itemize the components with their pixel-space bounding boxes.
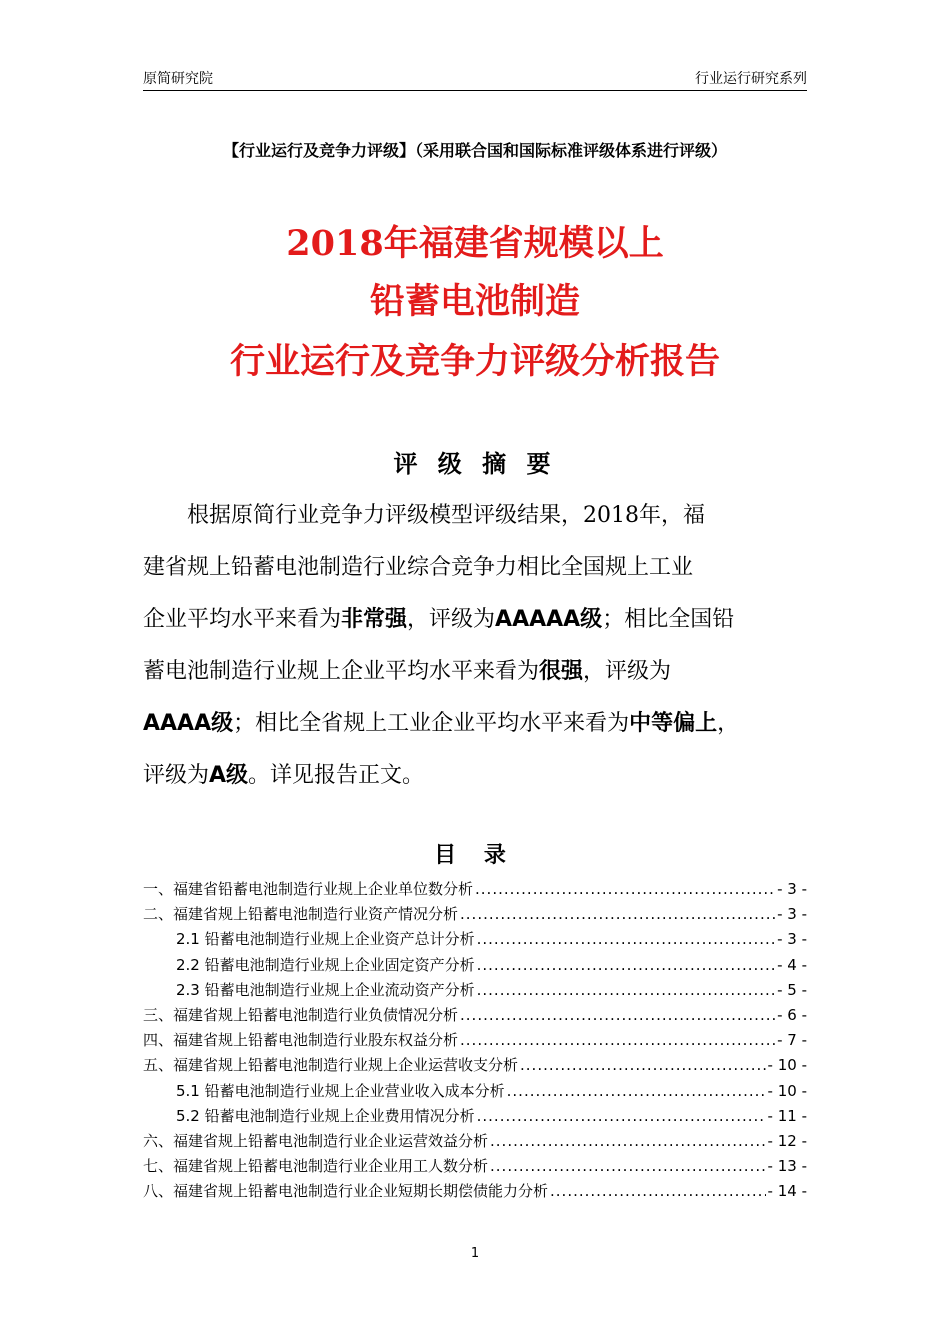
summary-emphasis: AAAAA级 <box>495 607 603 632</box>
summary-text: ，评级为 <box>583 659 672 684</box>
toc-leader-dots <box>507 1082 766 1100</box>
page-number: 1 <box>470 1246 480 1261</box>
toc-item-page: - 7 - <box>777 1031 807 1050</box>
toc-item[interactable] <box>143 1130 807 1155</box>
summary-text: ，评级为 <box>407 607 496 632</box>
toc-leader-dots <box>550 1182 766 1200</box>
report-title-line-1: 2018年福建省规模以上 <box>286 223 664 264</box>
toc-item-page: - 13 - <box>767 1157 807 1176</box>
summary-emphasis: 中等偏上 <box>629 711 718 736</box>
summary-text: ；相比全省规上工业企业平均水平来看为 <box>233 711 630 736</box>
header-left-text: 原简研究院 <box>143 71 213 87</box>
table-of-contents <box>143 878 807 1205</box>
toc-leader-dots <box>520 1056 766 1074</box>
toc-item-page: - 14 - <box>767 1182 807 1201</box>
page-header <box>143 66 807 91</box>
toc-item-label: 5.1 铅蓄电池制造行业规上企业营业收入成本分析 <box>176 1081 505 1100</box>
toc-item[interactable] <box>143 1029 807 1054</box>
summary-text: ；相比全国铅 <box>602 607 735 632</box>
rating-banner: 【行业运行及竞争力评级】（采用联合国和国际标准评级体系进行评级） <box>222 141 727 160</box>
toc-item-label: 二、福建省规上铅蓄电池制造行业资产情况分析 <box>143 905 459 924</box>
summary-text: 蓄电池制造行业规上企业平均水平来看为 <box>143 659 540 684</box>
summary-text: 建省规上铅蓄电池制造行业综合竞争力相比全国规上工业 <box>143 555 694 580</box>
toc-item-label: 5.2 铅蓄电池制造行业规上企业费用情况分析 <box>176 1106 475 1125</box>
toc-item[interactable] <box>143 878 807 903</box>
toc-item-label: 2.2 铅蓄电池制造行业规上企业固定资产分析 <box>176 955 475 974</box>
toc-item-label: 六、福建省规上铅蓄电池制造行业企业运营效益分析 <box>143 1131 489 1150</box>
toc-item-label: 2.1 铅蓄电池制造行业规上企业资产总计分析 <box>176 930 475 949</box>
toc-item-page: - 10 - <box>767 1056 807 1075</box>
summary-text: ， <box>717 711 740 736</box>
toc-heading: 目 录 <box>434 843 516 868</box>
summary-text: 根据原简行业竞争力评级模型评级结果，2018年，福 <box>187 503 705 528</box>
toc-leader-dots <box>460 1031 775 1049</box>
toc-item-label: 四、福建省规上铅蓄电池制造行业股东权益分析 <box>143 1031 459 1050</box>
toc-item-page: - 3 - <box>777 905 807 924</box>
toc-leader-dots <box>477 981 775 999</box>
toc-leader-dots <box>490 1132 766 1150</box>
summary-text: 评级为 <box>143 763 210 788</box>
toc-item[interactable] <box>143 1054 807 1079</box>
toc-item[interactable] <box>143 979 807 1004</box>
toc-item-label: 2.3 铅蓄电池制造行业规上企业流动资产分析 <box>176 980 475 999</box>
toc-item-page: - 4 - <box>777 955 807 974</box>
toc-leader-dots <box>475 880 775 898</box>
toc-leader-dots <box>460 1006 775 1024</box>
summary-line <box>143 490 807 542</box>
summary-emphasis: 很强 <box>539 659 584 684</box>
toc-item[interactable] <box>143 1004 807 1029</box>
toc-item[interactable] <box>143 903 807 928</box>
summary-emphasis: AAAA级 <box>143 711 234 736</box>
toc-item-label: 八、福建省规上铅蓄电池制造行业企业短期长期偿债能力分析 <box>143 1182 549 1201</box>
toc-item-page: - 5 - <box>777 980 807 999</box>
toc-item-page: - 3 - <box>777 930 807 949</box>
toc-item[interactable] <box>143 1080 807 1105</box>
toc-item[interactable] <box>143 1155 807 1180</box>
summary-paragraph <box>143 490 807 802</box>
toc-item[interactable] <box>143 928 807 953</box>
toc-item-page: - 12 - <box>767 1131 807 1150</box>
summary-line <box>143 698 807 750</box>
toc-item-label: 五、福建省规上铅蓄电池制造行业规上企业运营收支分析 <box>143 1056 519 1075</box>
toc-item-page: - 3 - <box>777 880 807 898</box>
summary-emphasis: A级 <box>209 763 249 788</box>
toc-item-label: 七、福建省规上铅蓄电池制造行业企业用工人数分析 <box>143 1157 489 1176</box>
summary-line <box>143 750 807 802</box>
toc-item-page: - 11 - <box>767 1106 807 1125</box>
summary-heading: 评 级 摘 要 <box>393 450 557 478</box>
toc-leader-dots <box>460 905 775 923</box>
summary-emphasis: 非常强 <box>341 607 408 632</box>
toc-item[interactable] <box>143 1180 807 1205</box>
report-title-line-2: 铅蓄电池制造 <box>369 281 580 322</box>
toc-item-label: 一、福建省铅蓄电池制造行业规上企业单位数分析 <box>143 880 474 898</box>
toc-leader-dots <box>477 956 775 974</box>
summary-line <box>143 646 807 698</box>
toc-item[interactable] <box>143 954 807 979</box>
summary-text: 。详见报告正文。 <box>248 763 425 788</box>
toc-item[interactable] <box>143 1105 807 1130</box>
header-right-text: 行业运行研究系列 <box>695 71 807 87</box>
toc-item-page: - 6 - <box>777 1005 807 1024</box>
toc-leader-dots <box>477 930 775 948</box>
summary-text: 企业平均水平来看为 <box>143 607 342 632</box>
toc-item-page: - 10 - <box>767 1081 807 1100</box>
summary-line <box>143 542 807 594</box>
toc-leader-dots <box>477 1107 766 1125</box>
summary-line <box>143 594 807 646</box>
toc-item-label: 三、福建省规上铅蓄电池制造行业负债情况分析 <box>143 1005 459 1024</box>
toc-leader-dots <box>490 1157 766 1175</box>
report-title-line-3: 行业运行及竞争力评级分析报告 <box>229 341 720 382</box>
